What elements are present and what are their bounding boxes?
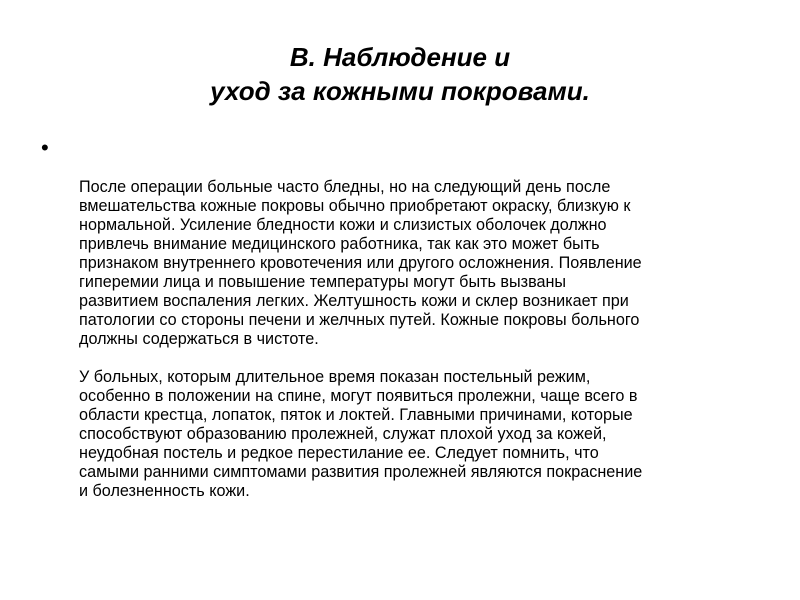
text-line: должны содержаться в чистоте. xyxy=(79,330,319,348)
text-line: и болезненность кожи. xyxy=(79,482,250,500)
text-line: патологии со стороны печени и желчных путей. Кожные покровы больного xyxy=(79,311,640,329)
text-line: неудобная постель и редкое перестилание ее. Следует помнить, что xyxy=(79,444,599,462)
text-line: гиперемии лица и повышение температуры могут быть вызваны xyxy=(79,273,567,291)
text-line: привлечь внимание медицинского работника, так как это может быть xyxy=(79,235,600,253)
body-text xyxy=(79,178,779,501)
text-line: области крестца, лопаток, пяток и локтей. Главными причинами, которые xyxy=(79,406,633,424)
title-line-1: В. Наблюдение и xyxy=(289,42,511,72)
slide-title xyxy=(0,40,800,108)
paragraph-bedsores xyxy=(79,368,779,501)
bullet-marker: • xyxy=(41,135,49,160)
text-line: самыми ранними симптомами развития пролежней являются покраснение xyxy=(79,463,643,481)
title-line-2: уход за кожными покровами. xyxy=(210,76,590,106)
paragraph-postop-skin xyxy=(79,178,779,349)
text-line: вмешательства кожные покровы обычно приобретают окраску, близкую к xyxy=(79,197,631,215)
text-line: признаком внутреннего кровотечения или другого осложнения. Появление xyxy=(79,254,642,272)
text-line: После операции больные часто бледны, но на следующий день после xyxy=(79,178,611,196)
text-line: нормальной. Усиление бледности кожи и слизистых оболочек должно xyxy=(79,216,607,234)
text-line: У больных, которым длительное время показан постельный режим, xyxy=(79,368,591,386)
text-line: особенно в положении на спине, могут появиться пролежни, чаще всего в xyxy=(79,387,638,405)
text-line: развитием воспаления легких. Желтушность кожи и склер возникает при xyxy=(79,292,629,310)
text-line: способствуют образованию пролежней, служат плохой уход за кожей, xyxy=(79,425,607,443)
